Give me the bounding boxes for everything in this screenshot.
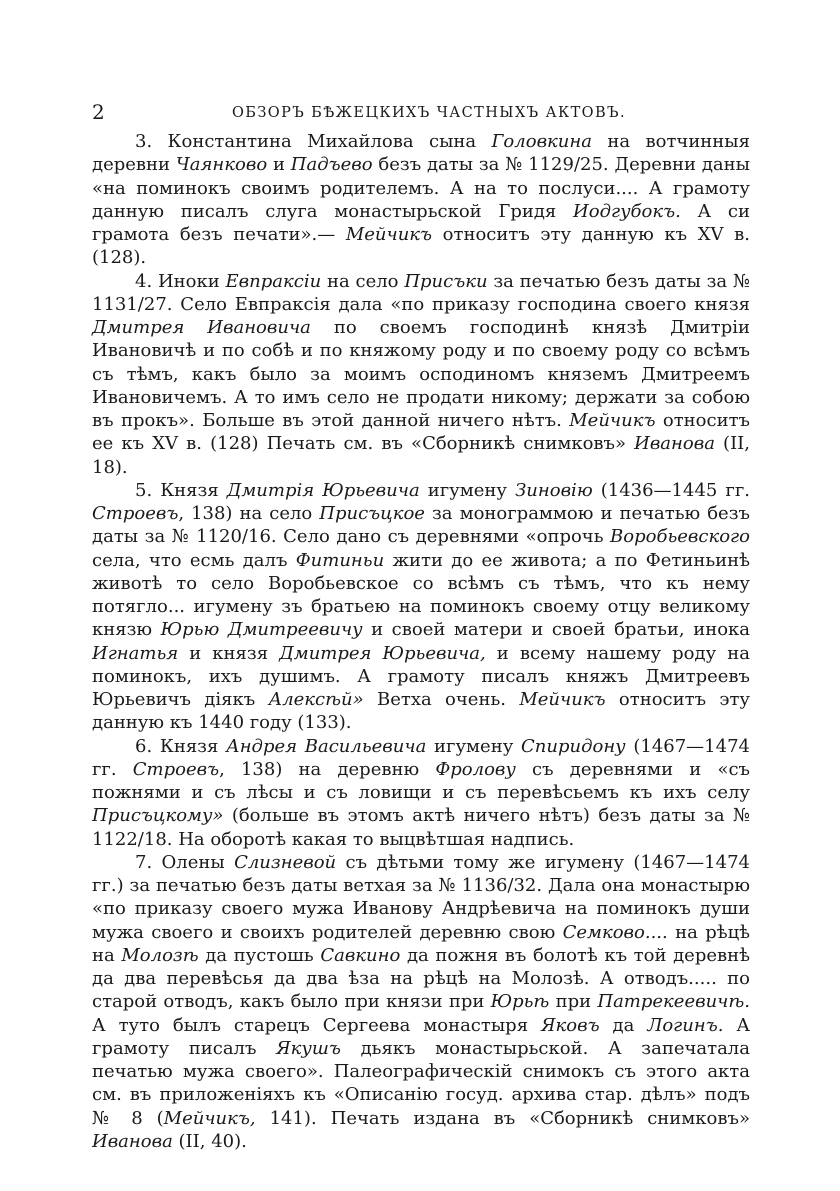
entry-5-text: 5. Князя [135, 479, 227, 501]
entry-5-place: Присъцкое [319, 503, 425, 524]
entry-7-text: (II, 40). [172, 1130, 247, 1152]
entry-5-text: Ветха очень. [363, 689, 520, 710]
entry-3-text: безъ даты за № 1129/25. Деревни даны «на поминокъ своимъ родителемъ. А на то послуси.... А грамоту данную писалъ слуга монастырьской Гридя [92, 154, 750, 222]
entry-7-name: Якушъ [276, 1037, 341, 1059]
entry-7-text: при [549, 991, 598, 1013]
entry-3-place: Падъево [290, 154, 373, 176]
entry-6-text: , 138) на деревню [219, 758, 436, 780]
entry-4-name: Дмитрея Ивановича [92, 317, 311, 338]
entry-5 [92, 479, 750, 735]
entry-7-text: да пожня въ болотѣ къ той деревнѣ да два перевѣсья да два ѣза на рѣцѣ на Молозѣ. А отводъ..... по старой отводъ, какъ было при князи при [92, 944, 750, 1013]
entry-3-name: Головкина [491, 131, 592, 152]
entry-6-name: Андрея Васильевича [226, 735, 427, 757]
entry-6-place: Фролову [435, 758, 516, 780]
entry-7 [92, 851, 750, 1153]
entry-7-name: Патрекеевичѣ. [597, 991, 750, 1013]
entry-6-text: (больше въ этомъ актѣ ничего нѣтъ) безъ даты за № 1122/18. На оборотѣ какая то выцвѣтшая надпись. [92, 805, 750, 850]
entry-4-name: Евпраксіи [225, 270, 322, 292]
entry-5-author: Строевъ [92, 503, 179, 524]
entry-6-place: Присъцкому» [92, 805, 224, 827]
entry-5-text: жити до ее живота; а по Фетиньинѣ животѣ то село Воробьевское со всѣмъ съ тѣмъ, что къ нему потягло... игумену зъ братьею на поминокъ своему отцу великому князю [92, 549, 750, 641]
entry-5-name: Зиновію [515, 479, 593, 501]
entry-7-text: А грамоту писалъ [92, 1014, 751, 1059]
entry-7-text: на рѣцѣ на [92, 921, 751, 966]
entry-5-name: Фитиньи [295, 549, 385, 571]
entry-7-text: А туто былъ старецъ Сергеева монастыря [92, 1014, 541, 1036]
entry-4-text: за печатью безъ даты за № 1131/27. Село Евпраксія дала «по приказу господина своего князя [92, 270, 750, 315]
entry-3-name: Иодгубокъ. [573, 200, 681, 222]
entry-5-text: за монограммою и печатью безъ даты за № 1120/16. Село дано съ деревнями «опрочь [92, 503, 750, 548]
entry-5-text: и своей матери и своей братьи, инока [362, 619, 751, 641]
entry-5-name: Дмитрія Юрьевича [226, 479, 420, 501]
entry-6-author: Строевъ [132, 758, 220, 780]
entry-7-name: Слизневой [234, 851, 337, 873]
entry-3-place: Чаянково [175, 154, 268, 176]
entry-5-name: Дмитрея Юрьевича, [279, 642, 486, 664]
entry-5-text: , 138) на село [178, 503, 320, 524]
entry-3 [92, 130, 750, 270]
entry-7-name: Яковъ [541, 1014, 600, 1036]
entry-5-name: Алексѣй» [268, 689, 364, 710]
entry-4-text: (II, 18). [92, 433, 751, 478]
entry-6 [92, 735, 750, 851]
entry-3-text: относитъ эту данную къ XV в. (128). [92, 224, 750, 269]
page-number: 2 [92, 100, 105, 124]
entry-4-text: на село [321, 270, 405, 292]
entry-7-place: Молозѣ [121, 944, 199, 966]
entry-7-text: да пустошь [198, 944, 321, 966]
entry-4 [92, 270, 750, 479]
entry-7-text: съ дѣтьми тому же игумену (1467—1474 гг.) за печатью безъ даты ветхая за № 1136/32. Дала она монастырю «по приказу своего мужа Иванову Андрѣевича на поминокъ души мужа своего и своихъ родителей деревню свою [92, 851, 750, 943]
entry-5-text: и всему нашему роду на поминокъ, ихъ душимъ. А грамоту писалъ княжъ Дмитреевъ Юрьевичъ дiякъ [92, 642, 750, 710]
entry-5-text: (1436—1445 гг. [592, 479, 751, 501]
entry-7-text: 7. Олены [135, 851, 235, 873]
entry-5-text: и князя [178, 642, 280, 664]
entry-7-name: Юрьѣ [490, 991, 550, 1013]
entry-5-name: Игнатья [92, 642, 179, 664]
entry-3-text: и [267, 154, 291, 176]
entry-5-text: относитъ эту данную къ 1440 году (133). [92, 689, 751, 734]
entry-7-text: 141). Печать издана въ «Сборникѣ снимковъ» [255, 1107, 750, 1129]
entry-6-name: Спиридону [521, 735, 626, 757]
entry-7-author: Мейчикъ, [163, 1107, 256, 1129]
running-head: ОБЗОРЪ БѢЖЕЦКИХЪ ЧАСТНЫХЪ АКТОВЪ. [232, 105, 626, 121]
entry-4-author: Иванова [634, 433, 715, 455]
entry-4-author: Мейчикъ [569, 410, 656, 431]
entry-5-place: Воробьевского [610, 526, 750, 548]
entry-6-text: 6. Князя [135, 735, 227, 757]
entry-7-author: Иванова [92, 1130, 173, 1152]
entry-7-name: Логинъ. [647, 1014, 724, 1036]
entry-5-name: Юрью Дмитреевичу [160, 619, 363, 641]
entry-7-place: Семково.... [562, 921, 668, 943]
entry-4-text: по своемъ господинѣ князѣ Дмитріи Ивановичѣ и по собѣ и по княжому роду и по своему роду со всѣмъ съ тѣмъ, какъ было за моимъ осподиномъ княземъ Дмитреемъ Ивановичемъ. А то имъ село не продати никому; держати за собою въ прокъ». Больше въ этой данной ничего нѣтъ. [92, 317, 750, 431]
entry-3-text: на вотчинныя деревни [92, 131, 750, 176]
body-text [92, 130, 750, 1153]
entry-5-author: Мейчикъ [519, 689, 606, 710]
entry-5-text: села, что есмь далъ [92, 549, 296, 571]
entry-7-text: дьякъ монастырьской. А запечатала печатью мужа своего». Палеографическій снимокъ съ этого акта см. въ приложеніяхъ къ «Описанію госуд. архива стар. дѣлъ» подъ № 8 ( [92, 1037, 750, 1129]
entry-3-author: Мейчикъ [345, 224, 433, 245]
entry-4-text: 4. Иноки [135, 270, 226, 292]
entry-3-text: А си грамота безъ печати».— [92, 200, 751, 245]
entry-4-place: Присъки [404, 270, 488, 292]
entry-6-text: игумену [426, 735, 521, 757]
entry-3-text: 3. Константина Михайлова сына [135, 131, 492, 152]
entry-5-text: игумену [419, 479, 516, 501]
entry-4-text: относитъ ее къ XV в. (128) Печать см. въ «Сборникѣ снимковъ» [92, 410, 750, 455]
entry-7-text: да [599, 1014, 648, 1036]
entry-6-text: (1467—1474 гг. [92, 735, 750, 780]
entry-7-place: Савкино [320, 944, 401, 966]
entry-6-text: съ деревнями и «съ пожнями и съ лѣсы и съ ловищи и съ перевѣсьемъ къ ихъ селу [92, 758, 751, 803]
